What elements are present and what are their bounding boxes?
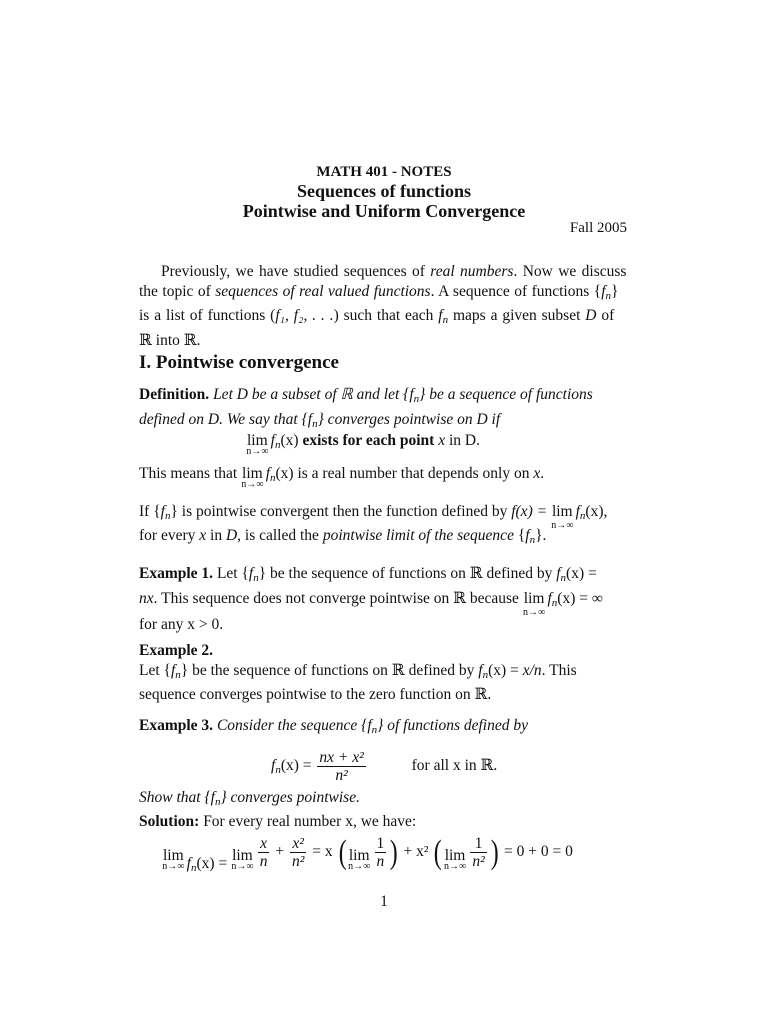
solution-display: lim n→∞ $f_n(x) = \lim$ n→∞ $\frac{x}{n}$ + $\frac{\text{x²}}{\text{n²}}$ = x ( lim n→∞ $\frac{1}{n}$ ) + x² ( lim n→∞ $\frac{1}{\text{n²}}$ ) = 0 + 0 = 0 [162, 833, 573, 875]
intro-paragraph: Previously, we have studied sequences of real numbers. Now we discuss the topic of sequences of real valued functions. A sequence of functions {fn} is a list of functions (f₁, f₂, . . .) such that each fn maps a given subset D of ℝ into ℝ. [139, 263, 627, 349]
page-number: 1 [380, 893, 388, 910]
example-1: Example 1. Let {fn} be the sequence of functions on ℝ defined by fn(x) = nx. This sequence does not converge pointwise on ℝ because lim n→∞ fn(x) = ∞ for any x > 0. [139, 565, 603, 633]
pointwise-limit-paragraph: If {fn} is pointwise convergent then the function defined by f(x) = lim n→∞ fn(x), for every x in D, is called the pointwise limit of the sequence {fn}. [139, 503, 608, 546]
definition-paragraph: Definition. Let D be a subset of ℝ and let {fn} be a sequence of functions defined on D. We say that {fn} converges pointwise on D if [139, 386, 593, 430]
title-line-2: Pointwise and Uniform Convergence [242, 201, 526, 221]
course-header: MATH 401 - NOTES [316, 164, 452, 180]
definition-display: lim n→∞ fn(x) exists for each point x in D. [246, 432, 480, 457]
example-3-task: Show that {fn} converges pointwise. [139, 789, 360, 808]
example-3-display: fn(x) = $\frac{\text{nx + x²}}{\text{n²}}$ for all x in ℝ. [271, 749, 498, 784]
title-line-1: Sequences of functions [296, 181, 471, 201]
example-3: Example 3. Consider the sequence {fn} of functions defined by [139, 717, 528, 736]
semester: Fall 2005 [569, 220, 627, 236]
example-2: Example 2. Let {fn} be the sequence of functions on ℝ defined by fn(x) = x/n. This sequence converges pointwise to the zero function on ℝ. [139, 642, 577, 703]
section-heading-pointwise: I. Pointwise convergence [139, 352, 339, 373]
definition-meaning: This means that lim n→∞ fn(x) is a real number that depends only on x. [139, 465, 545, 490]
solution-intro: Solution: For every real number x, we have: [139, 813, 417, 830]
